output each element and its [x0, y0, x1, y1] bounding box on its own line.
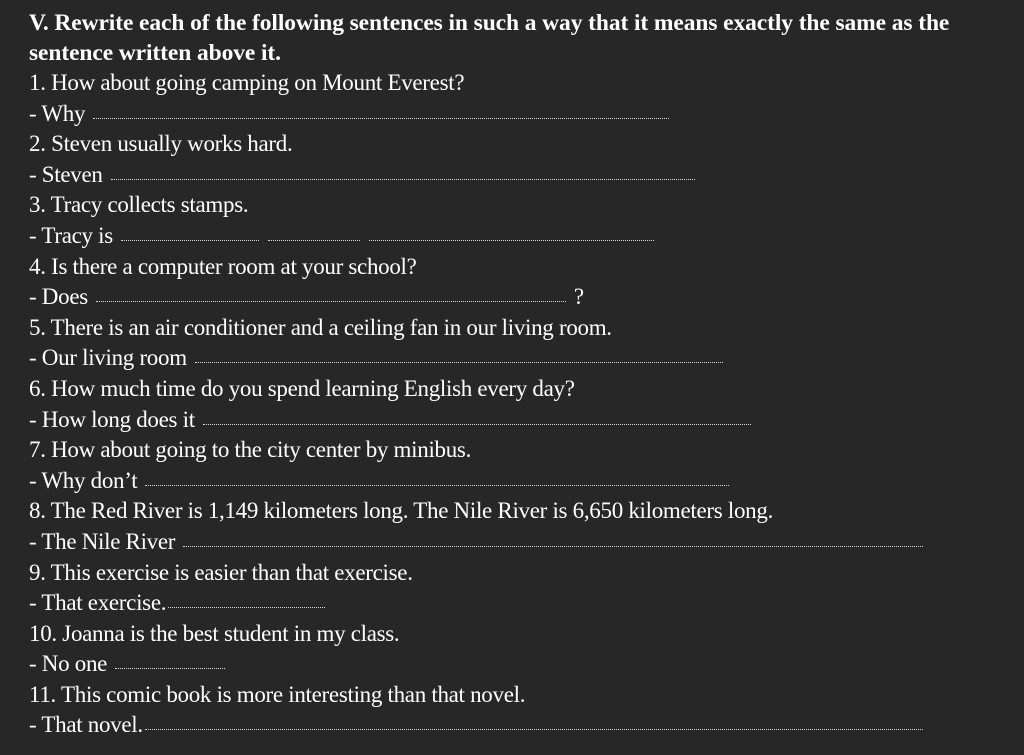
- answer-prompt-4: - Does: [29, 284, 88, 310]
- cut-off-next-heading: [29, 742, 35, 755]
- answer-prompt-10: - No one: [29, 651, 108, 677]
- question-5: 5. There is an air conditioner and a ceiling fan in our living room.: [29, 314, 612, 340]
- answer-blank-5[interactable]: [195, 361, 723, 363]
- question-8: 8. The Red River is 1,149 kilometers long. The Nile River is 6,650 kilometers long.: [29, 498, 774, 524]
- answer-prompt-6: - How long does it: [29, 406, 195, 432]
- answer-prompt-3: - Tracy is: [29, 222, 113, 248]
- answer-prompt-5: - Our living room: [29, 345, 187, 371]
- answer-prompt-7: - Why don’t: [29, 467, 138, 493]
- answer-prompt-8: - The Nile River: [29, 528, 176, 554]
- answer-line-1: [29, 99, 989, 130]
- answer-line-10: [29, 649, 989, 680]
- question-1: 1. How about going camping on Mount Everest?: [29, 70, 465, 95]
- question-2: 2. Steven usually works hard.: [29, 131, 293, 157]
- answer-blank-10[interactable]: [115, 667, 225, 669]
- answer-blank-3a[interactable]: [121, 239, 259, 241]
- answer-blank-1[interactable]: [93, 117, 669, 119]
- answer-blank-6[interactable]: [203, 423, 751, 425]
- answer-line-9: [29, 588, 989, 619]
- answer-line-8: [29, 527, 989, 558]
- answer-blank-7[interactable]: [145, 484, 729, 486]
- cut-off-previous-line: [0, 0, 1024, 4]
- answer-blank-2[interactable]: [111, 178, 695, 180]
- answer-line-11: [29, 710, 989, 741]
- question-10: 10. Joanna is the best student in my class.: [29, 620, 400, 646]
- answer-line-2: [29, 160, 989, 191]
- answer-line-3: [29, 221, 989, 252]
- answer-blank-4[interactable]: [96, 300, 566, 302]
- answer-prompt-11: - That novel.: [29, 712, 143, 738]
- answer-blank-3c[interactable]: [369, 239, 654, 241]
- answer-suffix-4: ?: [573, 284, 584, 310]
- exercise-section: [29, 8, 989, 741]
- answer-blank-11[interactable]: [145, 728, 923, 730]
- question-3: 3. Tracy collects stamps.: [29, 192, 249, 218]
- answer-prompt-9: - That exercise.: [29, 590, 167, 616]
- answer-line-4: [29, 282, 989, 313]
- question-4: 4. Is there a computer room at your school?: [29, 253, 417, 279]
- answer-line-5: [29, 343, 989, 374]
- answer-line-6: [29, 405, 989, 436]
- answer-blank-3b[interactable]: [268, 239, 360, 241]
- question-7: 7. How about going to the city center by minibus.: [29, 437, 472, 463]
- answer-line-7: [29, 466, 989, 497]
- answer-blank-9[interactable]: [168, 606, 325, 608]
- question-9: 9. This exercise is easier than that exercise.: [29, 559, 413, 585]
- exercise-heading: V. Rewrite each of the following sentences in such a way that it means exactly the same as the sentence written above it.: [29, 10, 950, 66]
- question-6: 6. How much time do you spend learning English every day?: [29, 375, 575, 401]
- question-11: 11. This comic book is more interesting than that novel.: [29, 681, 526, 707]
- answer-blank-8[interactable]: [183, 545, 923, 547]
- answer-prompt-1: - Why: [29, 100, 86, 126]
- answer-prompt-2: - Steven: [29, 161, 103, 187]
